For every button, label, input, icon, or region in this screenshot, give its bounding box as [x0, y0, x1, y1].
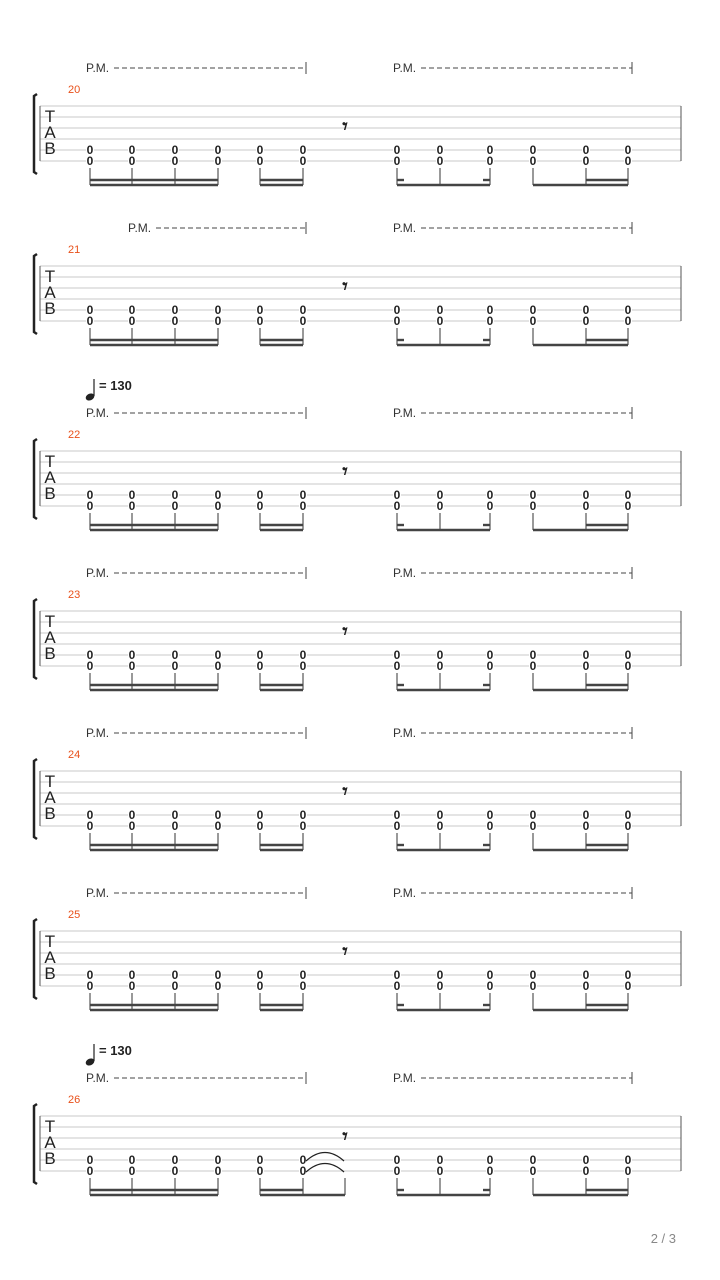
- palm-mute: [86, 61, 306, 75]
- fret-number: 0: [529, 499, 537, 513]
- fret-number: 0: [529, 314, 537, 328]
- tab-letter: A: [44, 283, 56, 302]
- tab-system: [34, 886, 681, 1010]
- fret-number: 0: [128, 488, 136, 502]
- fret-number: 0: [299, 808, 307, 822]
- fret-number: 0: [299, 1153, 307, 1167]
- fret-number: 0: [582, 143, 590, 157]
- palm-mute-label: P.M.: [128, 221, 152, 235]
- fret-number: 0: [436, 979, 444, 993]
- fret-number: 0: [529, 968, 537, 982]
- fret-number: 0: [582, 979, 590, 993]
- fret-number: 0: [393, 968, 401, 982]
- tab-system: [34, 378, 681, 530]
- tab-system: [34, 1043, 681, 1195]
- fret-number: 0: [486, 488, 494, 502]
- fret-number: 0: [436, 314, 444, 328]
- tab-letter: B: [44, 139, 56, 158]
- fret-number: 0: [171, 499, 179, 513]
- palm-mute-label: P.M.: [393, 61, 417, 75]
- tab-letter: A: [44, 468, 56, 487]
- fret-number: 0: [624, 314, 632, 328]
- fret-number: 0: [582, 154, 590, 168]
- fret-number: 0: [299, 819, 307, 833]
- fret-number: 0: [256, 314, 264, 328]
- fret-number: 0: [393, 1164, 401, 1178]
- fret-number: 0: [436, 154, 444, 168]
- tempo-value: = 130: [99, 1043, 132, 1058]
- palm-mute: [393, 221, 632, 235]
- fret-number: 0: [624, 659, 632, 673]
- fret-number: 0: [582, 1164, 590, 1178]
- fret-number: 0: [214, 659, 222, 673]
- fret-number: 0: [86, 659, 94, 673]
- fret-number: 0: [393, 659, 401, 673]
- fret-number: 0: [299, 499, 307, 513]
- palm-mute-label: P.M.: [86, 1071, 110, 1085]
- fret-number: 0: [436, 819, 444, 833]
- fret-number: 0: [299, 303, 307, 317]
- fret-number: 0: [436, 1164, 444, 1178]
- fret-number: 0: [529, 819, 537, 833]
- fret-number: 0: [214, 314, 222, 328]
- fret-number: 0: [86, 1164, 94, 1178]
- measure-number: 23: [68, 589, 81, 601]
- fret-number: 0: [171, 143, 179, 157]
- fret-number: 0: [128, 648, 136, 662]
- fret-number: 0: [299, 1164, 307, 1178]
- fret-number: 0: [529, 488, 537, 502]
- fret-number: 0: [486, 979, 494, 993]
- fret-number: 0: [624, 154, 632, 168]
- palm-mute-label: P.M.: [393, 406, 417, 420]
- palm-mute-label: P.M.: [86, 406, 110, 420]
- palm-mute: [86, 1071, 306, 1085]
- system-bracket: [34, 919, 37, 999]
- fret-number: 0: [393, 154, 401, 168]
- fret-number: 0: [582, 659, 590, 673]
- fret-number: 0: [171, 968, 179, 982]
- fret-number: 0: [171, 1153, 179, 1167]
- fret-number: 0: [582, 488, 590, 502]
- fret-number: 0: [214, 1153, 222, 1167]
- system-bracket: [34, 439, 37, 519]
- fret-number: 0: [86, 979, 94, 993]
- fret-number: 0: [128, 968, 136, 982]
- fret-number: 0: [86, 303, 94, 317]
- fret-number: 0: [171, 979, 179, 993]
- system-bracket: [34, 759, 37, 839]
- tab-letter: B: [44, 484, 56, 503]
- measure-number: 21: [68, 244, 81, 256]
- measure-number: 25: [68, 909, 81, 921]
- fret-number: 0: [214, 819, 222, 833]
- fret-number: 0: [256, 154, 264, 168]
- fret-number: 0: [128, 819, 136, 833]
- fret-number: 0: [256, 659, 264, 673]
- palm-mute-label: P.M.: [393, 726, 417, 740]
- system-bracket: [34, 254, 37, 334]
- fret-number: 0: [486, 659, 494, 673]
- tab-letter: T: [44, 612, 56, 631]
- fret-number: 0: [393, 648, 401, 662]
- fret-number: 0: [393, 314, 401, 328]
- fret-number: 0: [529, 154, 537, 168]
- fret-number: 0: [582, 968, 590, 982]
- fret-number: 0: [529, 808, 537, 822]
- palm-mute-label: P.M.: [86, 886, 110, 900]
- fret-number: 0: [128, 1153, 136, 1167]
- fret-number: 0: [393, 499, 401, 513]
- tab-letter: A: [44, 628, 56, 647]
- fret-number: 0: [256, 143, 264, 157]
- fret-number: 0: [171, 488, 179, 502]
- fret-number: 0: [214, 143, 222, 157]
- fret-number: 0: [214, 154, 222, 168]
- tab-letter: A: [44, 1133, 56, 1152]
- fret-number: 0: [128, 499, 136, 513]
- fret-number: 0: [128, 808, 136, 822]
- fret-number: 0: [486, 143, 494, 157]
- fret-number: 0: [582, 808, 590, 822]
- fret-number: 0: [256, 819, 264, 833]
- fret-number: 0: [256, 979, 264, 993]
- palm-mute: [393, 886, 632, 900]
- tab-letter: B: [44, 644, 56, 663]
- fret-number: 0: [624, 968, 632, 982]
- fret-number: 0: [393, 1153, 401, 1167]
- tab-system: [34, 566, 681, 690]
- fret-number: 0: [128, 1164, 136, 1178]
- tab-letter: B: [44, 804, 56, 823]
- fret-number: 0: [582, 303, 590, 317]
- palm-mute: [393, 61, 632, 75]
- tab-letter: T: [44, 932, 56, 951]
- fret-number: 0: [436, 303, 444, 317]
- fret-number: 0: [86, 154, 94, 168]
- fret-number: 0: [214, 808, 222, 822]
- eighth-rest-icon: 𝄾: [342, 1124, 348, 1148]
- fret-number: 0: [393, 303, 401, 317]
- system-bracket: [34, 599, 37, 679]
- fret-number: 0: [86, 648, 94, 662]
- system-bracket: [34, 94, 37, 174]
- fret-number: 0: [393, 488, 401, 502]
- tab-letter: B: [44, 1149, 56, 1168]
- palm-mute: [86, 566, 306, 580]
- palm-mute-label: P.M.: [393, 1071, 417, 1085]
- fret-number: 0: [128, 979, 136, 993]
- tab-system: [34, 61, 681, 185]
- fret-number: 0: [436, 488, 444, 502]
- fret-number: 0: [299, 648, 307, 662]
- fret-number: 0: [171, 1164, 179, 1178]
- tab-system: [34, 221, 681, 345]
- fret-number: 0: [436, 968, 444, 982]
- system-bracket: [34, 1104, 37, 1184]
- fret-number: 0: [529, 659, 537, 673]
- palm-mute: [86, 886, 306, 900]
- fret-number: 0: [529, 1164, 537, 1178]
- eighth-rest-icon: 𝄾: [342, 114, 348, 138]
- fret-number: 0: [624, 1164, 632, 1178]
- fret-number: 0: [436, 1153, 444, 1167]
- palm-mute-label: P.M.: [86, 61, 110, 75]
- palm-mute-label: P.M.: [393, 221, 417, 235]
- tempo-value: = 130: [99, 378, 132, 393]
- fret-number: 0: [436, 648, 444, 662]
- palm-mute-label: P.M.: [86, 566, 110, 580]
- measure-number: 24: [68, 749, 81, 761]
- fret-number: 0: [128, 143, 136, 157]
- fret-number: 0: [436, 659, 444, 673]
- palm-mute: [393, 566, 632, 580]
- fret-number: 0: [86, 1153, 94, 1167]
- fret-number: 0: [624, 819, 632, 833]
- fret-number: 0: [214, 303, 222, 317]
- eighth-rest-icon: 𝄾: [342, 274, 348, 298]
- fret-number: 0: [582, 819, 590, 833]
- fret-number: 0: [393, 143, 401, 157]
- palm-mute-label: P.M.: [393, 886, 417, 900]
- tempo-marking: [85, 1043, 132, 1067]
- eighth-rest-icon: 𝄾: [342, 459, 348, 483]
- fret-number: 0: [529, 1153, 537, 1167]
- fret-number: 0: [529, 143, 537, 157]
- fret-number: 0: [624, 979, 632, 993]
- fret-number: 0: [624, 499, 632, 513]
- fret-number: 0: [529, 648, 537, 662]
- fret-number: 0: [171, 819, 179, 833]
- fret-number: 0: [128, 314, 136, 328]
- fret-number: 0: [624, 808, 632, 822]
- tempo-marking: [85, 378, 132, 402]
- fret-number: 0: [299, 143, 307, 157]
- palm-mute: [128, 221, 306, 235]
- fret-number: 0: [171, 154, 179, 168]
- fret-number: 0: [299, 659, 307, 673]
- fret-number: 0: [582, 1153, 590, 1167]
- fret-number: 0: [86, 968, 94, 982]
- fret-number: 0: [624, 303, 632, 317]
- fret-number: 0: [299, 968, 307, 982]
- fret-number: 0: [299, 154, 307, 168]
- fret-number: 0: [256, 968, 264, 982]
- fret-number: 0: [171, 659, 179, 673]
- fret-number: 0: [436, 499, 444, 513]
- fret-number: 0: [486, 154, 494, 168]
- fret-number: 0: [171, 303, 179, 317]
- palm-mute-label: P.M.: [86, 726, 110, 740]
- fret-number: 0: [393, 979, 401, 993]
- fret-number: 0: [256, 1164, 264, 1178]
- fret-number: 0: [256, 303, 264, 317]
- fret-number: 0: [582, 499, 590, 513]
- page-indicator: 2 / 3: [650, 1231, 676, 1246]
- measure-number: 20: [68, 84, 81, 96]
- fret-number: 0: [86, 819, 94, 833]
- fret-number: 0: [393, 808, 401, 822]
- fret-number: 0: [582, 314, 590, 328]
- tab-letter: T: [44, 452, 56, 471]
- fret-number: 0: [486, 648, 494, 662]
- palm-mute: [393, 1071, 632, 1085]
- fret-number: 0: [486, 819, 494, 833]
- fret-number: 0: [486, 499, 494, 513]
- tab-letter: T: [44, 772, 56, 791]
- measure-number: 22: [68, 429, 81, 441]
- fret-number: 0: [86, 808, 94, 822]
- fret-number: 0: [299, 488, 307, 502]
- fret-number: 0: [486, 1164, 494, 1178]
- fret-number: 0: [214, 648, 222, 662]
- tab-letter: T: [44, 107, 56, 126]
- fret-number: 0: [486, 968, 494, 982]
- fret-number: 0: [256, 1153, 264, 1167]
- fret-number: 0: [128, 154, 136, 168]
- fret-number: 0: [256, 488, 264, 502]
- fret-number: 0: [86, 314, 94, 328]
- fret-number: 0: [529, 303, 537, 317]
- fret-number: 0: [128, 659, 136, 673]
- fret-number: 0: [436, 143, 444, 157]
- fret-number: 0: [128, 303, 136, 317]
- fret-number: 0: [436, 808, 444, 822]
- fret-number: 0: [171, 314, 179, 328]
- palm-mute: [86, 726, 306, 740]
- fret-number: 0: [171, 808, 179, 822]
- fret-number: 0: [256, 499, 264, 513]
- fret-number: 0: [256, 648, 264, 662]
- fret-number: 0: [214, 1164, 222, 1178]
- fret-number: 0: [299, 979, 307, 993]
- fret-number: 0: [86, 499, 94, 513]
- tab-letter: T: [44, 1117, 56, 1136]
- fret-number: 0: [486, 808, 494, 822]
- fret-number: 0: [171, 648, 179, 662]
- tab-system: [34, 726, 681, 850]
- fret-number: 0: [624, 1153, 632, 1167]
- fret-number: 0: [214, 979, 222, 993]
- fret-number: 0: [214, 968, 222, 982]
- eighth-rest-icon: 𝄾: [342, 779, 348, 803]
- tie-arc: [306, 1153, 344, 1173]
- palm-mute-label: P.M.: [393, 566, 417, 580]
- measure-number: 26: [68, 1094, 81, 1106]
- fret-number: 0: [529, 979, 537, 993]
- fret-number: 0: [86, 143, 94, 157]
- eighth-rest-icon: 𝄾: [342, 939, 348, 963]
- fret-number: 0: [214, 499, 222, 513]
- tab-letter: A: [44, 788, 56, 807]
- tab-letter: B: [44, 299, 56, 318]
- fret-number: 0: [624, 648, 632, 662]
- palm-mute: [86, 406, 306, 420]
- palm-mute: [393, 726, 632, 740]
- eighth-rest-icon: 𝄾: [342, 619, 348, 643]
- fret-number: 0: [624, 488, 632, 502]
- fret-number: 0: [486, 303, 494, 317]
- fret-number: 0: [393, 819, 401, 833]
- palm-mute: [393, 406, 632, 420]
- tab-letter: A: [44, 948, 56, 967]
- tab-letter: A: [44, 123, 56, 142]
- fret-number: 0: [214, 488, 222, 502]
- fret-number: 0: [86, 488, 94, 502]
- tab-letter: T: [44, 267, 56, 286]
- fret-number: 0: [299, 314, 307, 328]
- tab-letter: B: [44, 964, 56, 983]
- fret-number: 0: [486, 1153, 494, 1167]
- fret-number: 0: [624, 143, 632, 157]
- fret-number: 0: [486, 314, 494, 328]
- fret-number: 0: [582, 648, 590, 662]
- fret-number: 0: [256, 808, 264, 822]
